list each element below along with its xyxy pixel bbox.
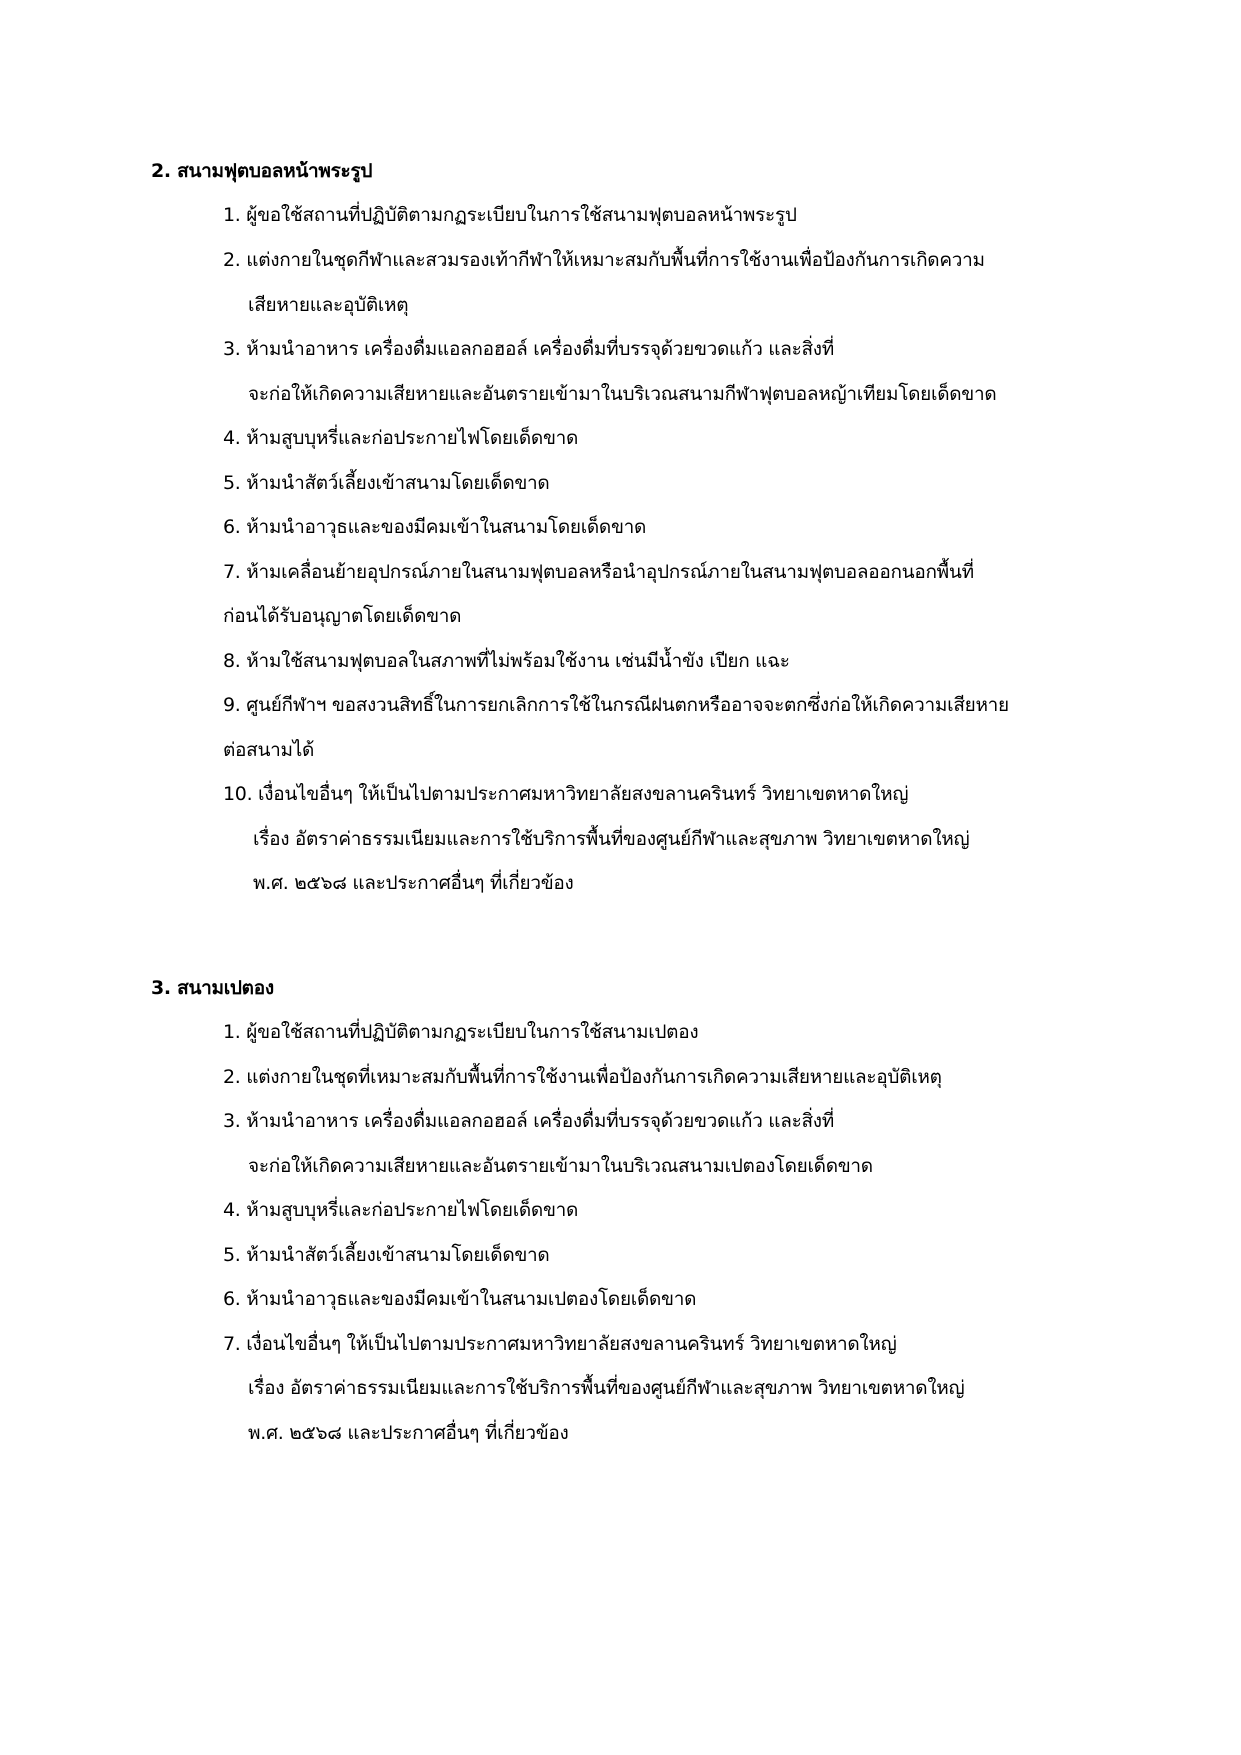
rule-continuation: จะก่อให้เกิดความเสียหายและอันตรายเข้ามาในบริเวณสนามเปตองโดยเด็ดขาด bbox=[248, 1155, 873, 1177]
rule-continuation: ต่อสนามได้ bbox=[223, 739, 315, 761]
section-heading: 2. สนามฟุตบอลหน้าพระรูป bbox=[151, 160, 373, 182]
rule-item: 6. ห้ามนำอาวุธและของมีคมเข้าในสนามเปตองโดยเด็ดขาด bbox=[223, 1288, 697, 1310]
rule-item: 10. เงื่อนไขอื่นๆ ให้เป็นไปตามประกาศมหาวิทยาลัยสงขลานครินทร์ วิทยาเขตหาดใหญ่ bbox=[223, 783, 909, 805]
rule-continuation: พ.ศ. ๒๕๖๘ และประกาศอื่นๆ ที่เกี่ยวข้อง bbox=[253, 872, 574, 894]
rule-continuation: เรื่อง อัตราค่าธรรมเนียมและการใช้บริการพื้นที่ของศูนย์กีฬาและสุขภาพ วิทยาเขตหาดใหญ่ bbox=[248, 1377, 965, 1399]
rule-item: 6. ห้ามนำอาวุธและของมีคมเข้าในสนามโดยเด็ดขาด bbox=[223, 516, 647, 538]
rule-item: 5. ห้ามนำสัตว์เลี้ยงเข้าสนามโดยเด็ดขาด bbox=[223, 1244, 550, 1266]
rule-continuation: เรื่อง อัตราค่าธรรมเนียมและการใช้บริการพื้นที่ของศูนย์กีฬาและสุขภาพ วิทยาเขตหาดใหญ่ bbox=[253, 828, 970, 850]
rule-item: 5. ห้ามนำสัตว์เลี้ยงเข้าสนามโดยเด็ดขาด bbox=[223, 472, 550, 494]
rule-item: 4. ห้ามสูบบุหรี่และก่อประกายไฟโดยเด็ดขาด bbox=[223, 427, 579, 449]
rule-continuation: ก่อนได้รับอนุญาตโดยเด็ดขาด bbox=[223, 605, 462, 627]
rule-continuation: เสียหายและอุบัติเหตุ bbox=[248, 294, 409, 316]
rule-continuation: พ.ศ. ๒๕๖๘ และประกาศอื่นๆ ที่เกี่ยวข้อง bbox=[248, 1422, 569, 1444]
rule-item: 1. ผู้ขอใช้สถานที่ปฏิบัติตามกฏระเบียบในการใช้สนามฟุตบอลหน้าพระรูป bbox=[223, 204, 797, 226]
rule-item: 7. เงื่อนไขอื่นๆ ให้เป็นไปตามประกาศมหาวิทยาลัยสงขลานครินทร์ วิทยาเขตหาดใหญ่ bbox=[223, 1333, 897, 1355]
rule-item: 8. ห้ามใช้สนามฟุตบอลในสภาพที่ไม่พร้อมใช้งาน เช่นมีน้ำขัง เปียก แฉะ bbox=[223, 650, 790, 672]
rule-item: 9. ศูนย์กีฬาฯ ขอสงวนสิทธิ์ในการยกเลิกการใช้ในกรณีฝนตกหรืออาจจะตกซึ่งก่อให้เกิดความเสียหาย bbox=[223, 694, 1009, 716]
rule-item: 7. ห้ามเคลื่อนย้ายอุปกรณ์ภายในสนามฟุตบอลหรือนำอุปกรณ์ภายในสนามฟุตบอลออกนอกพื้นที่ bbox=[223, 561, 974, 583]
rule-item: 4. ห้ามสูบบุหรี่และก่อประกายไฟโดยเด็ดขาด bbox=[223, 1199, 579, 1221]
section-heading: 3. สนามเปตอง bbox=[151, 977, 274, 999]
rule-item: 3. ห้ามนำอาหาร เครื่องดื่มแอลกอฮอล์ เครื่องดื่มที่บรรจุด้วยขวดแก้ว และสิ่งที่ bbox=[223, 1110, 835, 1132]
rule-item: 3. ห้ามนำอาหาร เครื่องดื่มแอลกอฮอล์ เครื่องดื่มที่บรรจุด้วยขวดแก้ว และสิ่งที่ bbox=[223, 338, 835, 360]
rule-item: 2. แต่งกายในชุดกีฬาและสวมรองเท้ากีฬาให้เหมาะสมกับพื้นที่การใช้งานเพื่อป้องกันการเกิดความ bbox=[223, 249, 985, 271]
rule-item: 2. แต่งกายในชุดที่เหมาะสมกับพื้นที่การใช้งานเพื่อป้องกันการเกิดความเสียหายและอุบัติเหตุ bbox=[223, 1066, 942, 1088]
rule-continuation: จะก่อให้เกิดความเสียหายและอันตรายเข้ามาในบริเวณสนามกีฬาฟุตบอลหญ้าเทียมโดยเด็ดขาด bbox=[248, 383, 997, 405]
rule-item: 1. ผู้ขอใช้สถานที่ปฏิบัติตามกฏระเบียบในการใช้สนามเปตอง bbox=[223, 1021, 699, 1043]
